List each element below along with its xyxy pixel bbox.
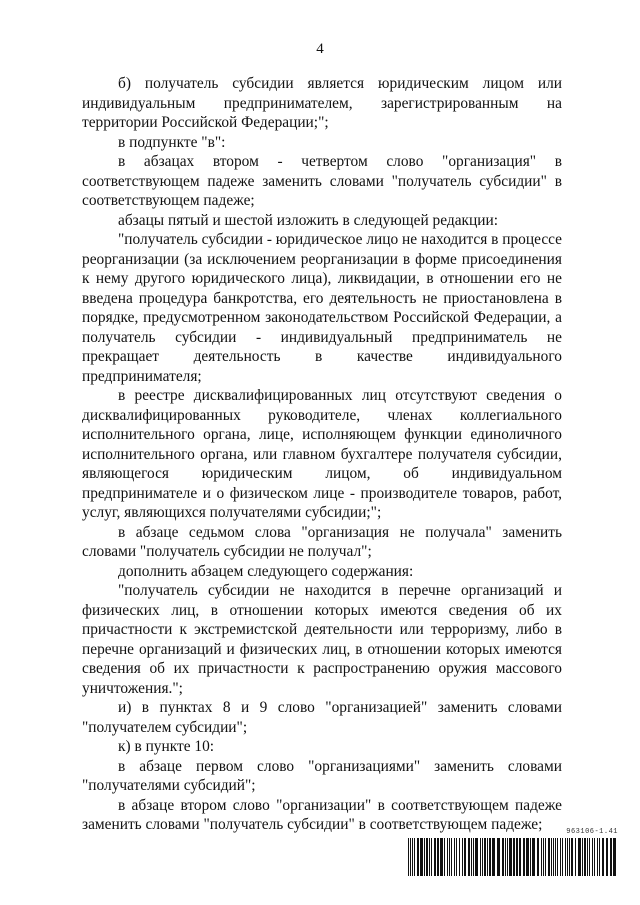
barcode-icon [408,838,618,876]
paragraph: в подпункте "в": [118,133,226,151]
document-body [82,74,562,835]
paragraph: в реестре дисквалифицированных лиц отсутствуют сведения о дисквалифицированных руководителе, членах коллегиального исполнительного органа, лице, исполняющем функции единоличного исполнительного органа, или главном бухгалтере получателя субсидии, являющегося юридическим лицом, об индивидуальном предпринимателе и о физическом лице - производителе товаров, работ, услуг, являющихся получателями субсидии;"; [82,387,562,521]
barcode-id-text: 963106-1.41 [566,828,618,836]
paragraph: к) в пункте 10: [118,738,215,755]
paragraph: и) в пунктах 8 и 9 слово "организацией" заменить словами "получателем субсидии"; [82,699,562,736]
paragraph: в абзаце первом слово "организациями" заменить словами "получателями субсидий"; [82,757,562,794]
paragraph: б) получатель субсидии является юридическим лицом или индивидуальным предпринимателем, зарегистрированным на территории Российской Федерации;"; [82,75,562,131]
paragraph: в абзаце втором слово "организации" в соответствующем падеже заменить словами "получатель субсидии" в соответствующем падеже; [82,796,562,833]
paragraph: в абзацах втором - четвертом слово "организация" в соответствующем падеже заменить словами "получатель субсидии" в соответствующем падеже; [82,153,562,209]
paragraph: абзацы пятый и шестой изложить в следующей редакции: [118,211,499,229]
paragraph: "получатель субсидии - юридическое лицо не находится в процессе реорганизации (за исключением реорганизации в форме присоединения к нему другого юридического лица), ликвидации, в отношении его не введена процедура банкротства, его деятельность не приостановлена в порядке, предусмотренном законодательством Российской Федерации, а получатель субсидии - индивидуальный предприниматель не прекращает деятельность в качестве индивидуального предпринимателя; [82,231,562,385]
paragraph: "получатель субсидии не находится в перечне организаций и физических лиц, в отношении которых имеются сведения об их причастности к экстремистской деятельности или терроризму, либо в перечне организаций и физических лиц, в отношении которых имеются сведения об их причастности к распространению оружия массового уничтожения."; [82,582,562,697]
document-barcode [408,828,618,880]
page-number: 4 [316,41,324,57]
paragraph: дополнить абзацем следующего содержания: [118,562,414,580]
paragraph: в абзаце седьмом слова "организация не получала" заменить словами "получатель субсидии не получал"; [82,523,562,560]
